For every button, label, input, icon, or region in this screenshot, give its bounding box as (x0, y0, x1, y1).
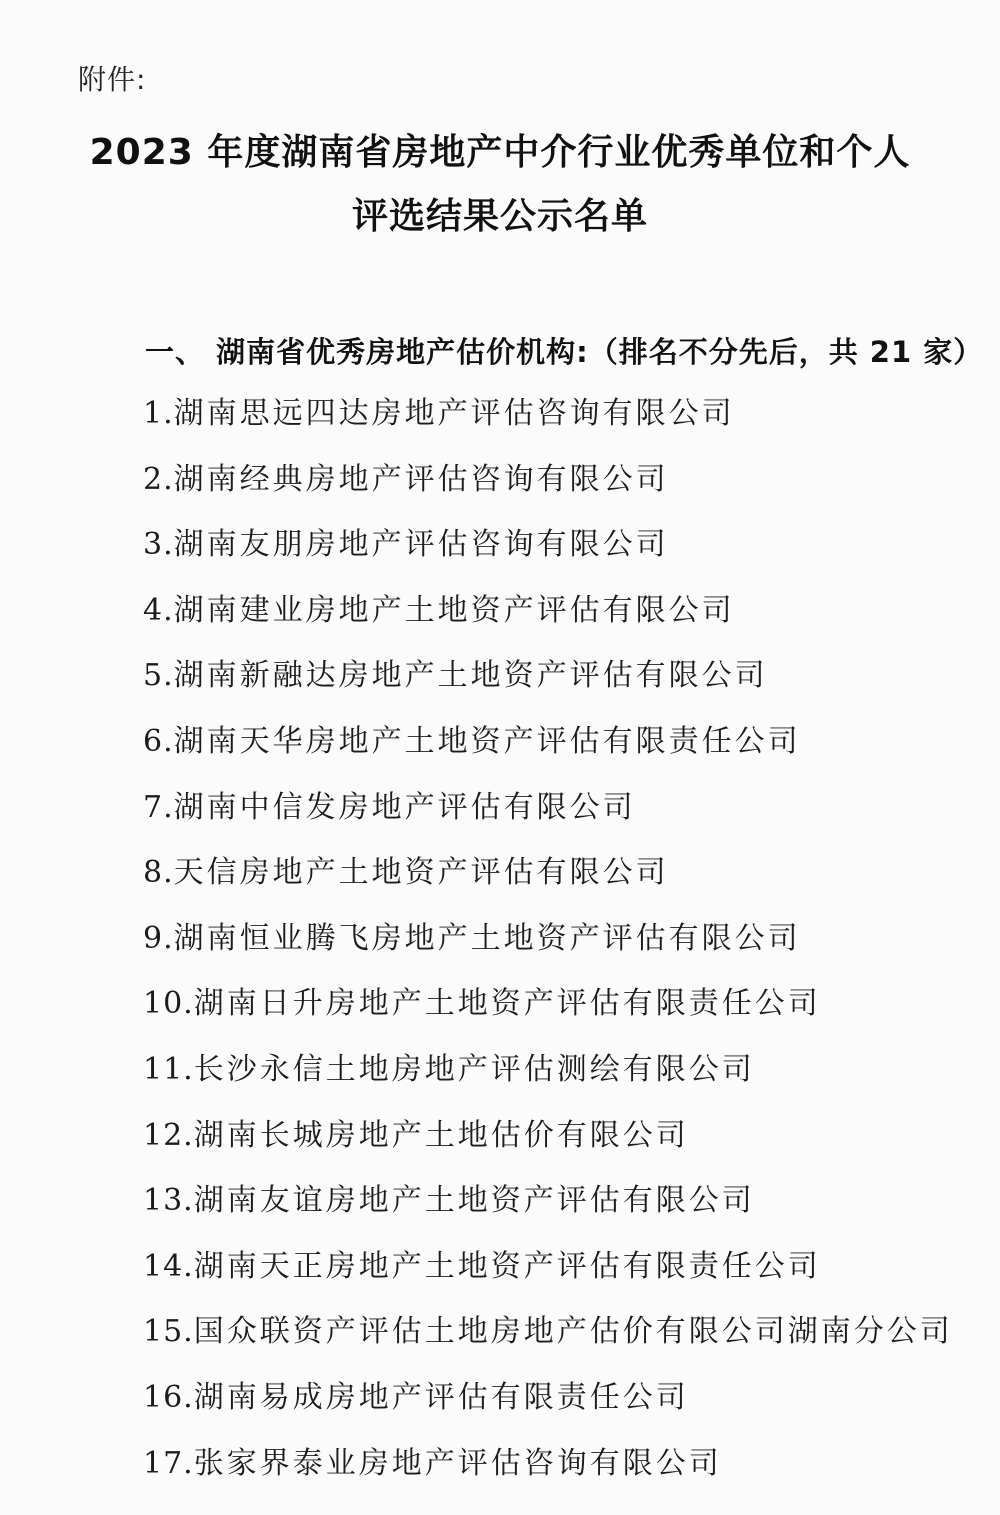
item-name: 湖南长城房地产土地估价有限公司 (193, 1117, 689, 1153)
list-item (143, 849, 953, 915)
item-name: 长沙永信土地房地产评估测绘有限公司 (193, 1051, 755, 1087)
item-number: 3. (143, 527, 174, 563)
document-title-line-2: 评选结果公示名单 (351, 196, 648, 237)
list-item (143, 784, 953, 850)
list-item (143, 521, 953, 587)
agency-list (143, 390, 953, 1505)
list-item (143, 915, 953, 981)
item-number: 7. (143, 789, 174, 825)
item-name: 湖南易成房地产评估有限责任公司 (193, 1379, 689, 1415)
item-name: 湖南中信发房地产评估有限公司 (173, 789, 636, 825)
item-number: 4. (143, 592, 174, 628)
item-name: 湖南日升房地产土地资产评估有限责任公司 (193, 986, 821, 1022)
item-name: 湖南友朋房地产评估咨询有限公司 (173, 527, 669, 563)
item-number: 10. (143, 986, 194, 1022)
item-number: 1. (143, 396, 174, 431)
item-name: 湖南新融达房地产土地资产评估有限公司 (173, 658, 768, 694)
item-number: 8. (143, 855, 174, 891)
section-heading: 一、 湖南省优秀房地产估价机构:（排名不分先后，共 21 家） (145, 335, 984, 369)
list-item (143, 1046, 953, 1112)
list-item (143, 718, 953, 784)
item-name: 国众联资产评估土地房地产估价有限公司湖南分公司 (193, 1314, 953, 1350)
list-item (143, 652, 953, 718)
item-number: 17. (143, 1445, 194, 1481)
item-number: 2. (143, 461, 174, 497)
attachment-label: 附件: (78, 63, 147, 96)
item-name: 天信房地产土地资产评估有限公司 (173, 855, 669, 891)
item-number: 9. (143, 920, 174, 956)
item-name: 湖南建业房地产土地资产评估有限公司 (173, 592, 735, 628)
item-number: 5. (143, 658, 174, 694)
list-item (143, 980, 953, 1046)
list-item (143, 1112, 953, 1178)
document-title-line-1: 2023 年度湖南省房地产中介行业优秀单位和个人 (89, 132, 911, 173)
list-item (143, 1177, 953, 1243)
list-item (143, 1374, 953, 1440)
list-item (143, 456, 953, 522)
list-item (143, 1308, 953, 1374)
item-name: 湖南恒业腾飞房地产土地资产评估有限公司 (173, 920, 801, 956)
item-number: 14. (143, 1248, 194, 1284)
item-number: 13. (143, 1183, 194, 1219)
item-number: 6. (143, 723, 174, 759)
item-name: 湖南天华房地产土地资产评估有限责任公司 (173, 723, 801, 759)
item-name: 湖南经典房地产评估咨询有限公司 (173, 461, 669, 497)
item-name: 湖南思远四达房地产评估咨询有限公司 (173, 396, 735, 431)
list-item (143, 1440, 953, 1506)
list-item (143, 587, 953, 653)
item-number: 12. (143, 1117, 194, 1153)
list-item (143, 1243, 953, 1309)
item-number: 15. (143, 1314, 194, 1350)
item-number: 16. (143, 1379, 194, 1415)
item-name: 湖南天正房地产土地资产评估有限责任公司 (193, 1248, 821, 1284)
list-item (143, 390, 953, 456)
item-name: 张家界泰业房地产评估咨询有限公司 (193, 1445, 722, 1481)
item-number: 11. (143, 1051, 194, 1087)
item-name: 湖南友谊房地产土地资产评估有限公司 (193, 1183, 755, 1219)
